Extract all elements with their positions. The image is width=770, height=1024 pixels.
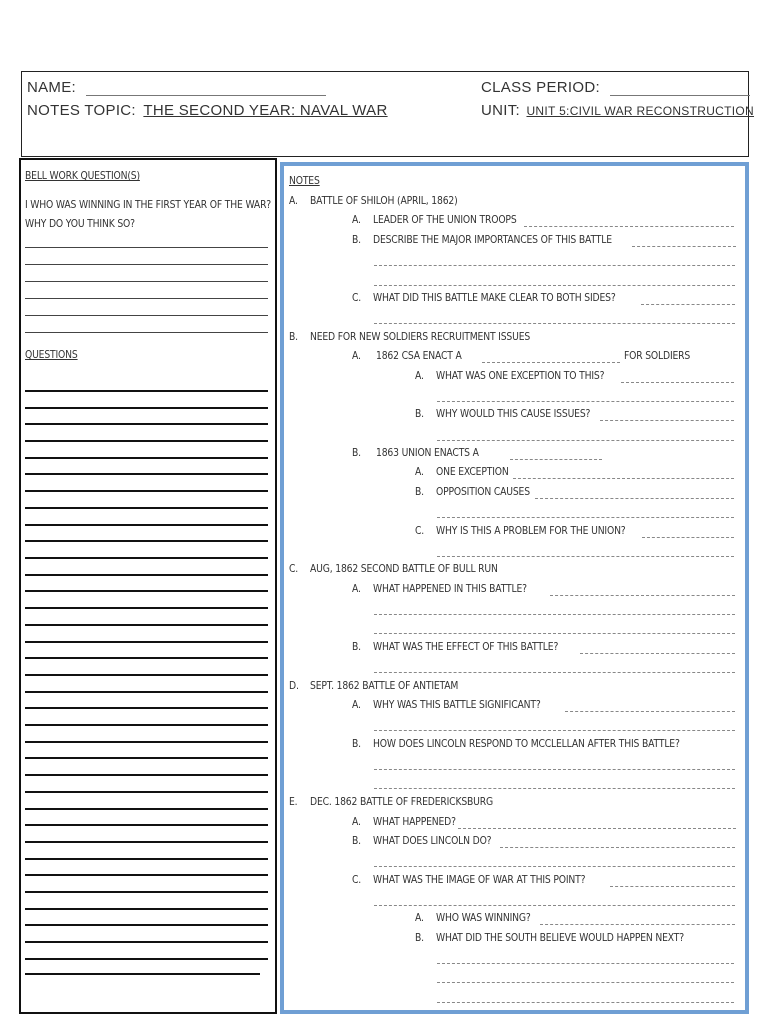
item-text: WHAT DOES LINCOLN DO? [373,835,492,847]
section-a-title: BATTLE OF SHILOH (APRIL, 1862) [310,195,458,207]
answer-line[interactable] [437,517,734,518]
answer-line[interactable] [25,973,260,975]
answer-line[interactable] [565,711,735,712]
item-text: OPPOSITION CAUSES [436,486,530,498]
item-text: WHY IS THIS A PROBLEM FOR THE UNION? [436,525,626,537]
item-text: WHO WAS WINNING? [436,912,531,924]
answer-line[interactable] [25,824,268,826]
answer-line[interactable] [374,614,735,615]
answer-line[interactable] [25,641,268,643]
item-text: WHAT HAPPENED IN THIS BATTLE? [373,583,527,595]
item-letter: B. [352,641,361,653]
section-d-letter: D. [289,680,299,692]
answer-line[interactable] [25,891,268,893]
item-text: WHY WOULD THIS CAUSE ISSUES? [436,408,591,420]
answer-line[interactable] [25,841,268,843]
answer-line[interactable] [25,490,268,492]
answer-line[interactable] [621,382,734,383]
item-letter: A. [415,912,424,924]
item-letter: B. [352,738,361,750]
item-letter: A. [415,370,424,382]
class-period-field[interactable] [610,85,750,96]
item-letter: A. [352,816,361,828]
bell-question-2: WHY DO YOU THINK SO? [25,218,135,230]
answer-line[interactable] [25,741,268,743]
answer-line[interactable] [374,788,735,789]
answer-line[interactable] [25,390,268,392]
answer-line[interactable] [25,440,268,442]
answer-line[interactable] [374,905,735,906]
answer-line[interactable] [25,691,268,693]
section-d-title: SEPT. 1862 BATTLE OF ANTIETAM [310,680,459,692]
answer-line[interactable] [437,440,734,441]
answer-line[interactable] [25,791,268,793]
answer-line[interactable] [25,247,268,248]
item-letter: A. [352,699,361,711]
unit-row [481,102,754,119]
item-letter: C. [352,874,362,886]
answer-line[interactable] [25,524,268,526]
section-e-letter: E. [289,796,298,808]
answer-line[interactable] [25,624,268,626]
answer-line[interactable] [25,774,268,776]
answer-line[interactable] [25,808,268,810]
answer-line[interactable] [25,507,268,509]
item-letter: A. [352,583,361,595]
item-text: WHAT DID THE SOUTH BELIEVE WOULD HAPPEN NEXT? [436,932,684,944]
answer-line[interactable] [510,459,602,460]
notes-topic-label: NOTES TOPIC: [27,102,136,119]
item-letter: B. [415,932,424,944]
item-text: ONE EXCEPTION [436,466,509,478]
section-b-title: NEED FOR NEW SOLDIERS RECRUITMENT ISSUES [310,331,531,343]
answer-line[interactable] [25,457,268,459]
item-text: LEADER OF THE UNION TROOPS [373,214,517,226]
answer-line[interactable] [25,607,268,609]
answer-line[interactable] [374,769,735,770]
item-text: WHAT WAS THE EFFECT OF THIS BATTLE? [373,641,559,653]
answer-line[interactable] [25,574,268,576]
notes-heading: NOTES [289,175,320,187]
item-text: WHAT WAS ONE EXCEPTION TO THIS? [436,370,605,382]
item-text: HOW DOES LINCOLN RESPOND TO MCCLELLAN AFTER THIS BATTLE? [373,738,680,750]
answer-line[interactable] [458,828,736,829]
answer-line[interactable] [437,982,734,983]
answer-line[interactable] [25,757,268,759]
answer-line[interactable] [500,847,735,848]
bell-question-1: I WHO WAS WINNING IN THE FIRST YEAR OF THE WAR? [25,199,272,211]
item-letter: B. [415,486,424,498]
section-e-title: DEC. 1862 BATTLE OF FREDERICKSBURG [310,796,493,808]
name-label: NAME: [27,79,77,96]
answer-line[interactable] [513,478,734,479]
item-text: 1862 CSA ENACT A [376,350,462,362]
answer-line[interactable] [535,498,734,499]
cue-column [19,158,277,1014]
unit-label: UNIT: [481,102,520,119]
answer-line[interactable] [25,908,268,910]
answer-line[interactable] [437,963,734,964]
answer-line[interactable] [374,633,735,634]
notes-topic-row [27,102,388,119]
answer-line[interactable] [437,556,734,557]
section-b-letter: B. [289,331,298,343]
item-letter: A. [352,214,361,226]
answer-line[interactable] [25,473,268,475]
section-a-letter: A. [289,195,298,207]
answer-line[interactable] [540,924,735,925]
answer-line[interactable] [610,886,735,887]
answer-line[interactable] [374,672,735,673]
answer-line[interactable] [632,246,736,247]
name-row [27,79,326,96]
class-period-row [481,79,750,96]
bell-work-heading: BELL WORK QUESTION(S) [25,170,140,182]
item-text: WHY WAS THIS BATTLE SIGNIFICANT? [373,699,541,711]
answer-line[interactable] [482,362,620,363]
answer-line[interactable] [374,323,735,324]
item-text: WHAT DID THIS BATTLE MAKE CLEAR TO BOTH SIDES? [373,292,616,304]
answer-line[interactable] [25,707,268,709]
answer-line[interactable] [550,595,735,596]
unit-value: UNIT 5:CIVIL WAR RECONSTRUCTION [526,104,755,118]
answer-line[interactable] [374,285,735,286]
answer-line[interactable] [600,420,734,421]
item-text: FOR SOLDIERS [624,350,691,362]
answer-line[interactable] [437,1002,734,1003]
name-field[interactable] [86,85,326,96]
answer-line[interactable] [524,226,734,227]
answer-line[interactable] [25,264,268,265]
answer-line[interactable] [25,557,268,559]
item-letter: B. [352,234,361,246]
answer-line[interactable] [25,958,268,960]
item-letter: C. [352,292,362,304]
item-text: 1863 UNION ENACTS A [376,447,479,459]
answer-line[interactable] [25,724,268,726]
item-text: WHAT WAS THE IMAGE OF WAR AT THIS POINT? [373,874,586,886]
answer-line[interactable] [25,540,268,542]
answer-line[interactable] [25,298,268,299]
class-period-label: CLASS PERIOD: [481,79,600,96]
item-letter: B. [352,835,361,847]
answer-line[interactable] [374,265,735,266]
answer-line[interactable] [641,304,735,305]
answer-line[interactable] [25,407,268,409]
answer-line[interactable] [25,281,268,282]
answer-line[interactable] [25,423,268,425]
section-c-title: AUG, 1862 SECOND BATTLE OF BULL RUN [310,563,498,575]
answer-line[interactable] [642,537,734,538]
answer-line[interactable] [437,401,734,402]
answer-line[interactable] [25,657,268,659]
answer-line[interactable] [374,730,735,731]
item-letter: A. [415,466,424,478]
item-letter: C. [415,525,425,537]
answer-line[interactable] [25,332,268,333]
answer-line[interactable] [25,674,268,676]
section-c-letter: C. [289,563,299,575]
item-letter: B. [415,408,424,420]
answer-line[interactable] [25,590,268,592]
answer-line[interactable] [25,924,268,926]
answer-line[interactable] [25,941,268,943]
answer-line[interactable] [580,653,735,654]
answer-line[interactable] [25,858,268,860]
answer-line[interactable] [25,874,268,876]
item-text: WHAT HAPPENED? [373,816,456,828]
questions-heading: QUESTIONS [25,349,78,361]
item-letter: B. [352,447,361,459]
answer-line[interactable] [25,315,268,316]
notes-topic-value: THE SECOND YEAR: NAVAL WAR [143,102,388,119]
answer-line[interactable] [374,866,735,867]
item-letter: A. [352,350,361,362]
item-text: DESCRIBE THE MAJOR IMPORTANCES OF THIS BATTLE [373,234,612,246]
